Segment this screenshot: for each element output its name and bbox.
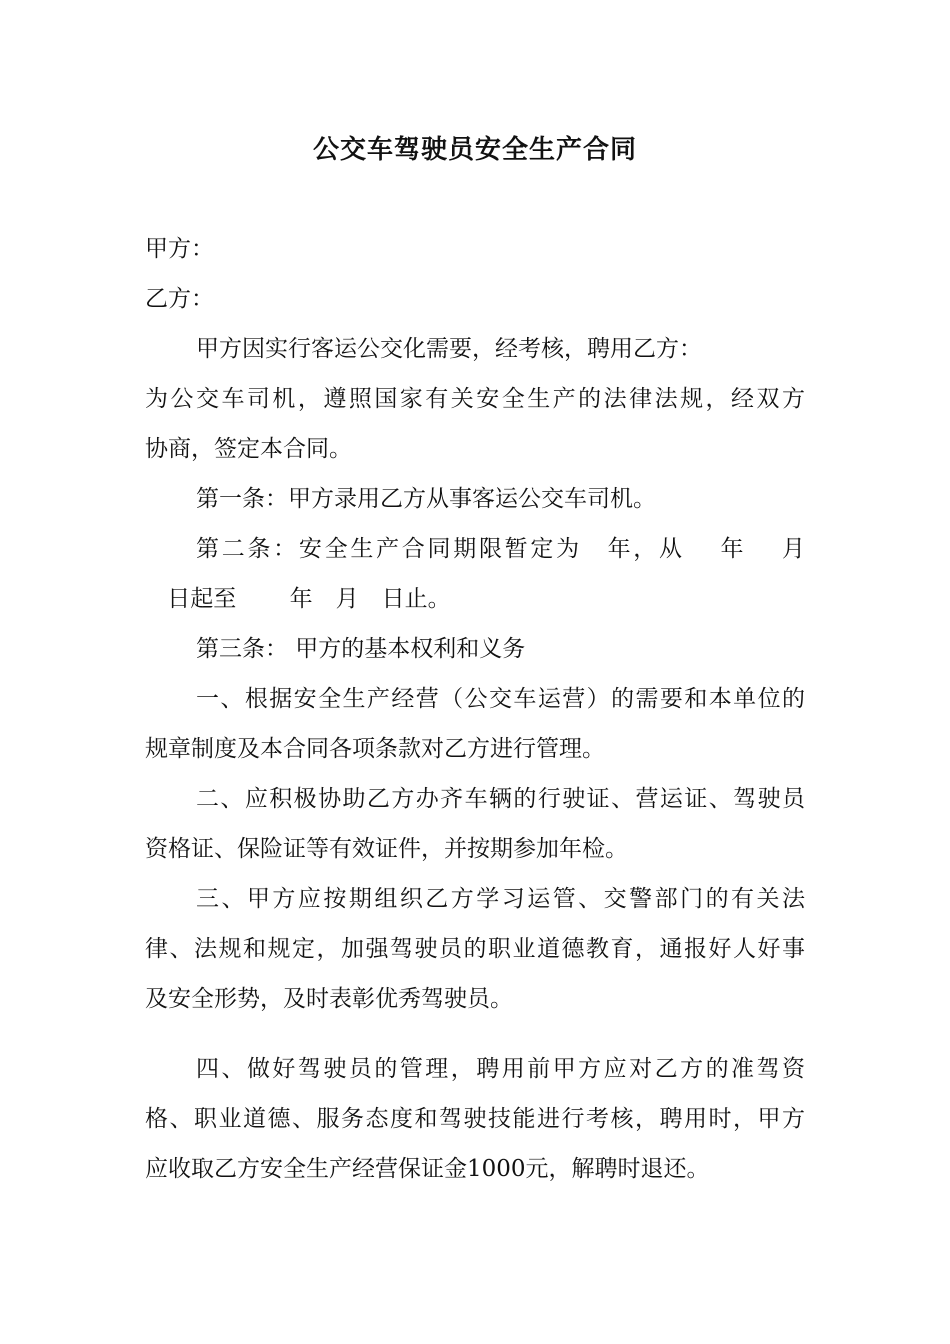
clause-line: 四、做好驾驶员的管理，聘用前甲方应对乙方的准驾资 — [196, 1056, 805, 1082]
clause-line: 三、甲方应按期组织乙方学习运管、交警部门的有关法 — [196, 886, 805, 912]
clause-line: 二、应积极协助乙方办齐车辆的行驶证、营运证、驾驶员 — [196, 786, 805, 812]
clause-line: 及安全形势，及时表彰优秀驾驶员。 — [145, 986, 513, 1012]
paragraph-line: 为公交车司机，遵照国家有关安全生产的法律法规，经双方 — [145, 386, 805, 412]
clause-line: 一、根据安全生产经营（公交车运营）的需要和本单位的 — [196, 686, 805, 712]
clause-line: 格、职业道德、服务态度和驾驶技能进行考核，聘用时，甲方 — [145, 1106, 805, 1132]
article-three-heading: 第三条： 甲方的基本权利和义务 — [196, 636, 526, 662]
clause-line: 规章制度及本合同各项条款对乙方进行管理。 — [145, 736, 605, 762]
article-one-line: 第一条：甲方录用乙方从事客运公交车司机。 — [196, 486, 656, 512]
clause-line: 资格证、保险证等有效证件，并按期参加年检。 — [145, 836, 628, 862]
paragraph-line: 甲方因实行客运公交化需要，经考核，聘用乙方： — [196, 336, 702, 362]
party-b-line: 乙方： — [145, 286, 214, 312]
article-two-line: 第二条：安全生产合同期限暂定为 年，从 年 月 — [196, 536, 805, 562]
party-a-line: 甲方： — [145, 236, 214, 262]
article-two-line: 日起至 年 月 日止。 — [160, 586, 451, 612]
document-title: 公交车驾驶员安全生产合同 — [312, 135, 637, 165]
paragraph-line: 协商，签定本合同。 — [145, 436, 352, 462]
clause-line: 律、法规和规定，加强驾驶员的职业道德教育，通报好人好事 — [145, 936, 805, 962]
clause-line: 应收取乙方安全生产经营保证金1000元，解聘时退还。 — [145, 1156, 710, 1182]
